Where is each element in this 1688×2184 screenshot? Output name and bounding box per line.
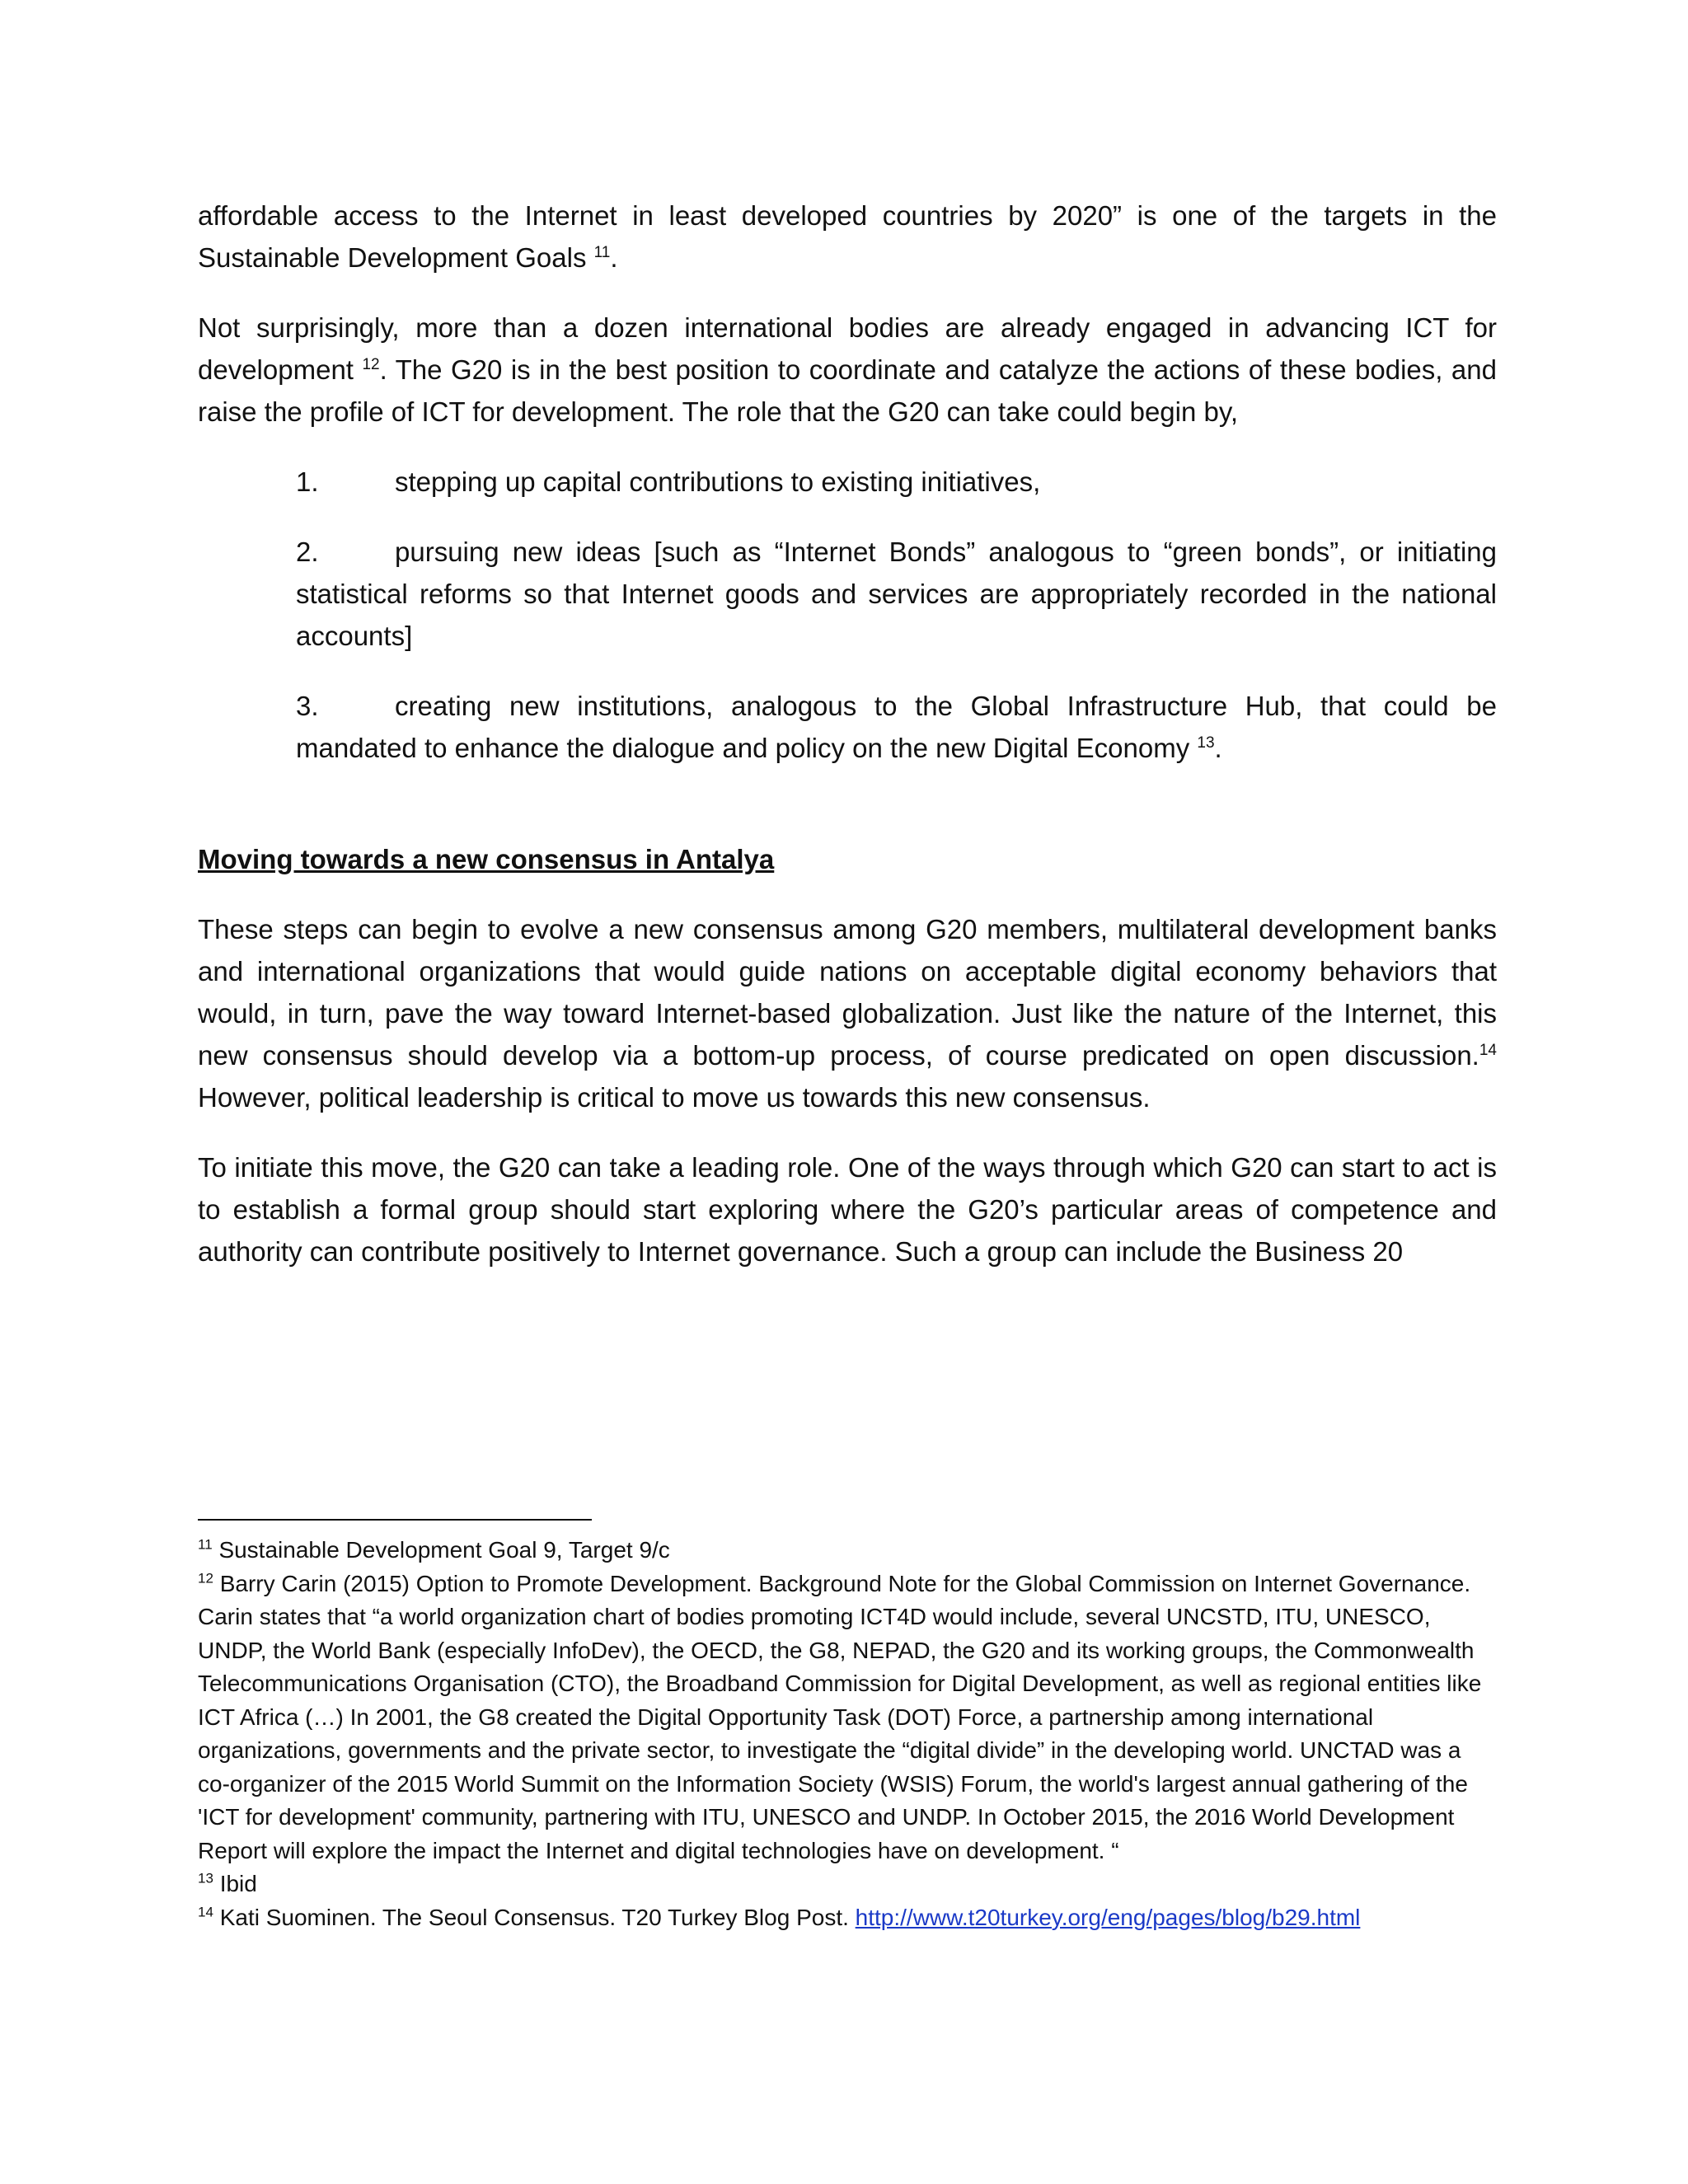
footnote-ref-14[interactable]: 14 [1479, 1042, 1497, 1059]
list-number: 1. [296, 466, 319, 497]
paragraph-ict-bodies [198, 307, 1497, 433]
body-content [198, 194, 1497, 1301]
footnote-14 [198, 1901, 1497, 1935]
g20-role-list [296, 461, 1497, 769]
list-number: 2. [296, 537, 319, 567]
blog-post-link[interactable]: http://www.t20turkey.org/eng/pages/blog/b29.html [855, 1904, 1361, 1930]
footnote-text: Kati Suominen. The Seoul Consensus. T20 Turkey Blog Post. [219, 1904, 849, 1930]
paragraph-text: affordable access to the Internet in least developed countries by 2020” is one of the targets in the Sustainable Development Goals [198, 200, 1497, 273]
paragraph-text: These steps can begin to evolve a new consensus among G20 members, multilateral development banks and international organizations that would guide nations on acceptable digital economy behaviors that would, in turn, pave the way toward Internet-based globalization. Just like the nature of the Internet, this new consensus should develop via a bottom-up process, of course predicated on open discussion. [198, 914, 1497, 1071]
footnote-12 [198, 1568, 1497, 1868]
list-item-text: pursuing new ideas [such as “Internet Bonds” analogous to “green bonds”, or initiating statistical reforms so that Internet goods and services are appropriately recorded in the national accounts] [296, 537, 1497, 651]
footnote-text: Sustainable Development Goal 9, Target 9/c [218, 1537, 670, 1563]
footnote-ref-12[interactable]: 12 [362, 356, 380, 373]
footnote-number: 11 [198, 1536, 213, 1553]
footnote-text: Barry Carin (2015) Option to Promote Development. Background Note for the Global Commission on Internet Governance. Carin states that “a world organization chart of bodies promoting ICT4D would include, several UNCSTD, ITU, UNESCO, UNDP, the World Bank (especially InfoDev), the OECD, the G8, NEPAD, the G20 and its working groups, the Commonwealth Telecommunications Organisation (CTO), the Broadband Commission for Digital Development, as well as regional entities like ICT Africa (…) In 2001, the G8 created the Digital Opportunity Task (DOT) Force, a partnership among international organizations, governments and the private sector, to investigate the “digital divide” in the developing world. UNCTAD was a co-organizer of the 2015 World Summit on the Information Society (WSIS) Forum, the world's largest annual gathering of the 'ICT for development' community, partnering with ITU, UNESCO and UNDP. In October 2015, the 2016 World Development Report will explore the impact the Internet and digital technologies have on development. “ [198, 1570, 1482, 1863]
paragraph-text: Not surprisingly, more than a dozen international bodies are already engaged in advancing ICT for development [198, 312, 1497, 385]
list-item-text: creating new institutions, analogous to the Global Infrastructure Hub, that could be mandated to enhance the dialogue and policy on the new Digital Economy [296, 691, 1497, 763]
paragraph-tail: . [610, 242, 618, 273]
paragraph-new-consensus [198, 908, 1497, 1118]
footnote-number: 14 [198, 1904, 213, 1920]
list-item-tail: . [1214, 733, 1222, 763]
paragraph-text-continued: . The G20 is in the best position to coordinate and catalyze the actions of these bodies, and raise the profile of ICT for development. The role that the G20 can take could begin by, [198, 354, 1497, 427]
section-heading: Moving towards a new consensus in Antalya [198, 844, 775, 874]
list-item-text: stepping up capital contributions to existing initiatives, [395, 466, 1041, 497]
footnote-ref-13[interactable]: 13 [1197, 734, 1215, 752]
list-item [296, 461, 1497, 503]
footnote-divider [198, 1519, 592, 1521]
footnote-number: 12 [198, 1570, 213, 1586]
paragraph-sdg-access [198, 194, 1497, 279]
footnote-number: 13 [198, 1870, 213, 1886]
footnote-text: Ibid [219, 1871, 257, 1896]
footnotes [198, 1519, 1497, 1934]
list-number: 3. [296, 691, 319, 721]
paragraph-text-continued: However, political leadership is critical to move us towards this new consensus. [198, 1082, 1151, 1113]
paragraph-g20-role: To initiate this move, the G20 can take a leading role. One of the ways through which G20 can start to act is to establish a formal group should start exploring where the G20’s particular areas of competence and authority can contribute positively to Internet governance. Such a group can include the Business 20 [198, 1152, 1497, 1267]
footnote-13 [198, 1868, 1497, 1901]
footnote-11 [198, 1534, 1497, 1568]
footnote-ref-11[interactable]: 11 [593, 244, 611, 261]
list-item [296, 685, 1497, 769]
list-item [296, 531, 1497, 657]
